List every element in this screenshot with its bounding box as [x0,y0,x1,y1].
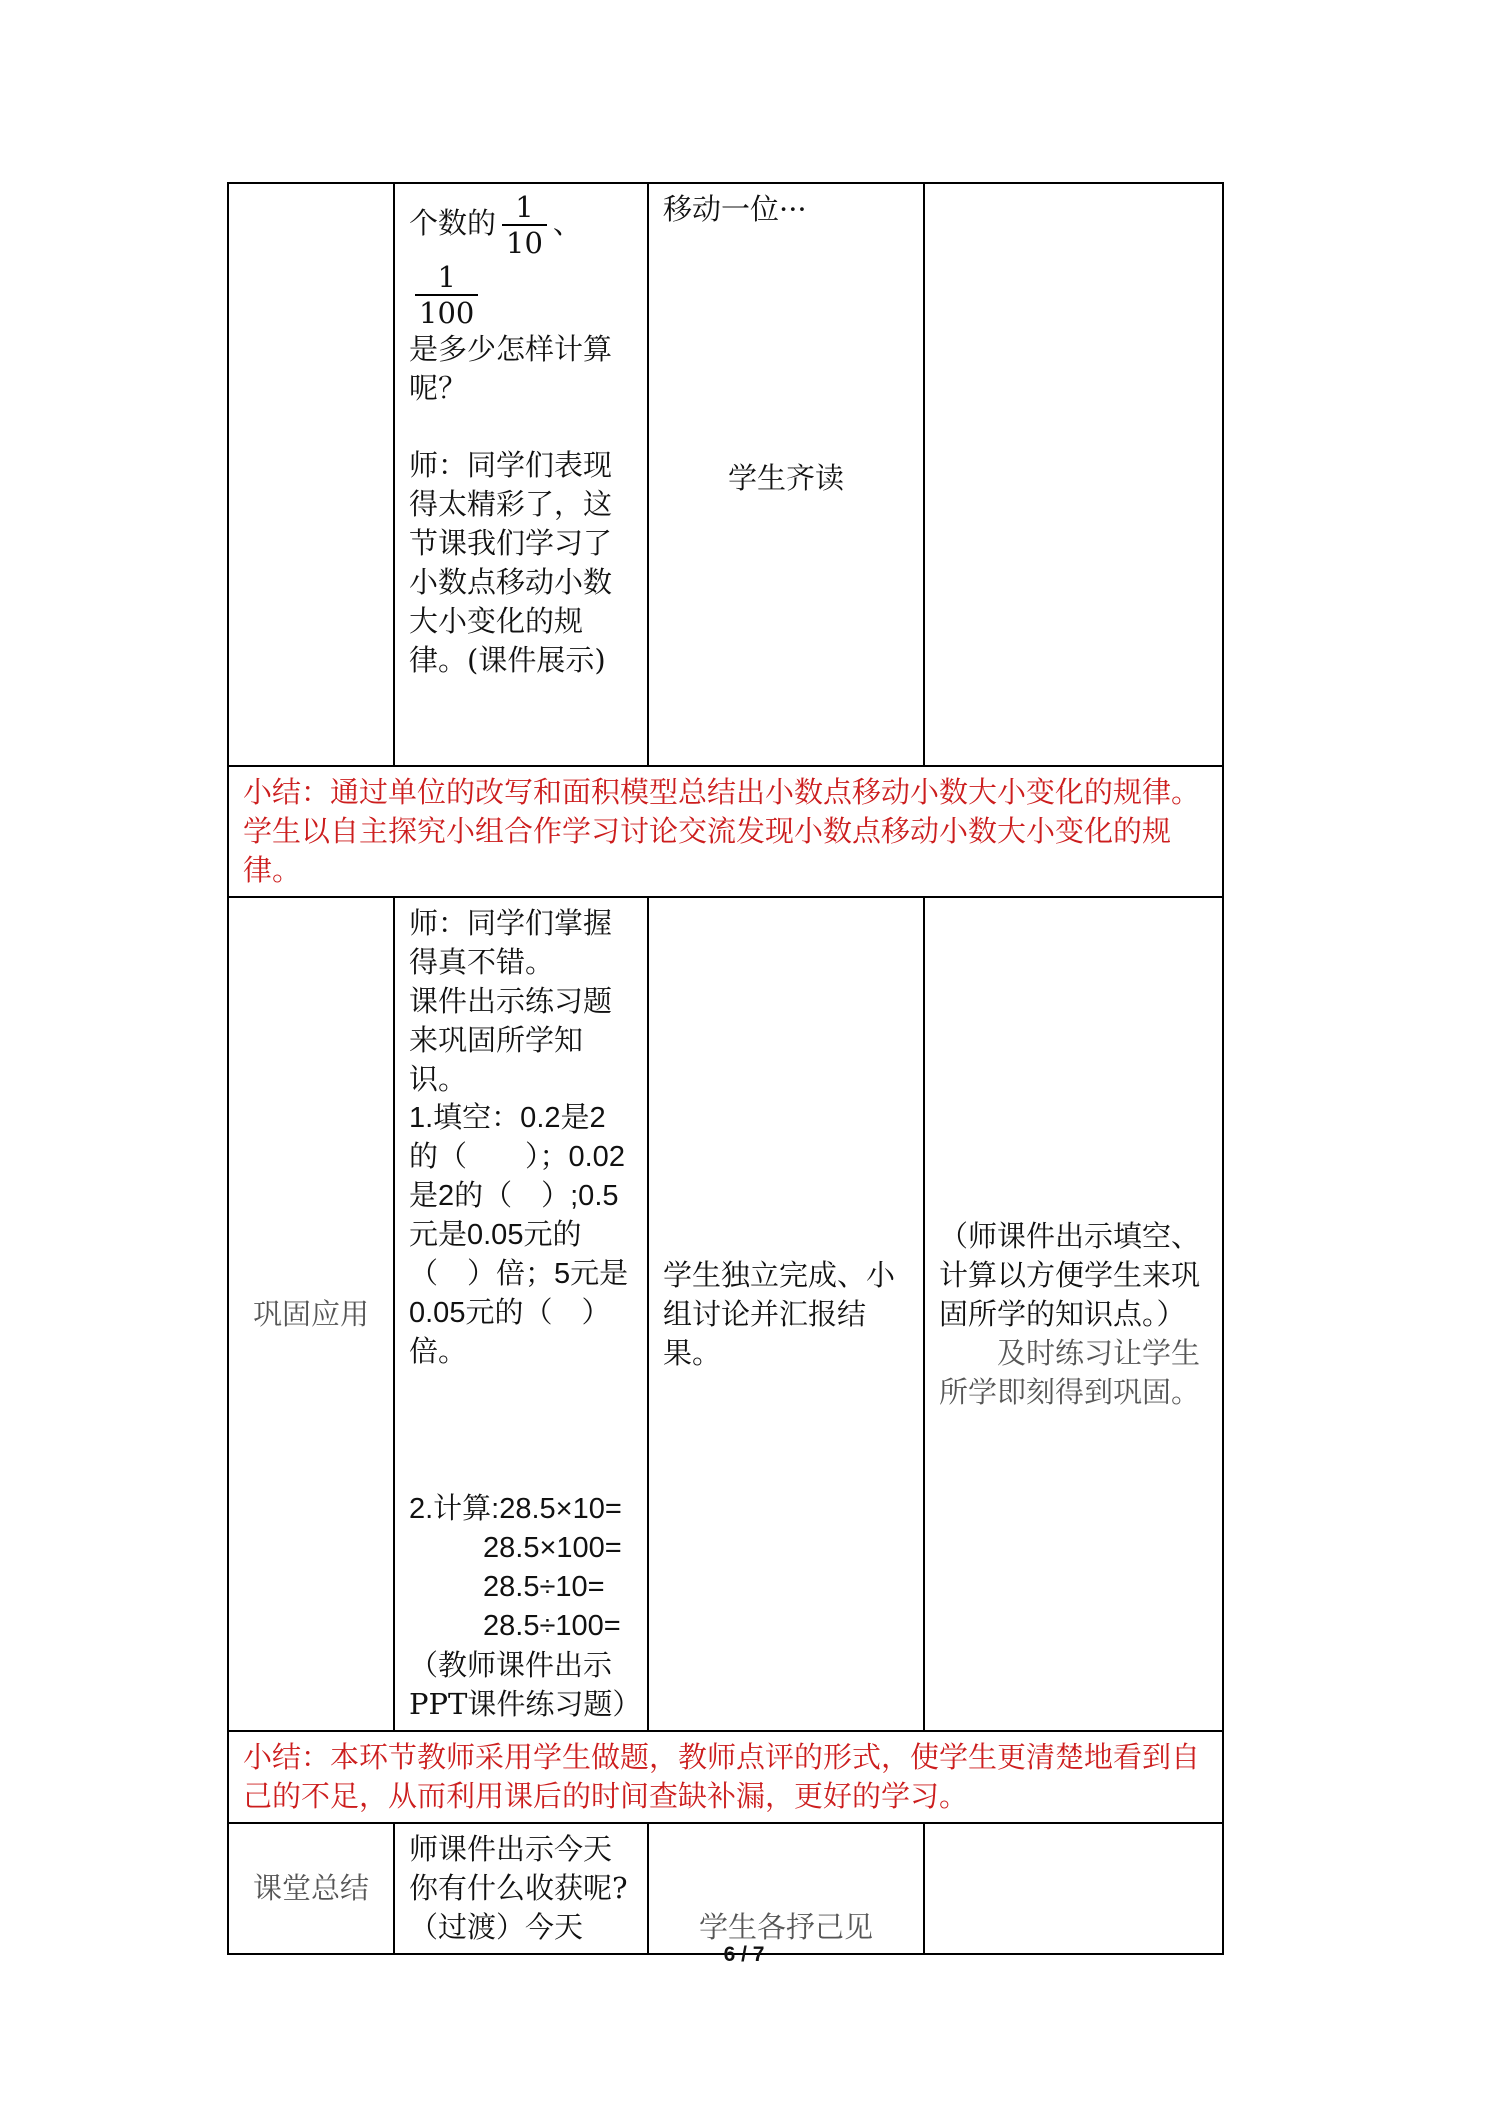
design-text: （师课件出示填空、计算以方便学生来巩固所学的知识点。） [939,1218,1201,1331]
exercise-2-head: 2.计算:28.5×10= [409,1493,622,1525]
table-row [228,183,1223,766]
teacher-activity-cell [394,897,648,1731]
lesson-plan-table [227,182,1224,1955]
student-text: 学生各抒己见 [698,1910,873,1944]
exercise-2-line: 28.5×100= [483,1532,622,1564]
student-text: 移动一位··· [663,192,807,226]
exercise-2-line: 28.5÷100= [483,1610,621,1642]
stage-label: 巩固应用 [228,897,394,1731]
exercise-2-line: 28.5÷10= [483,1571,605,1603]
student-activity-cell [648,897,924,1731]
teacher-text: 师：同学们表现得太精彩了，这节课我们学习了小数点移动小数大小变化的规律。(课件展示) [409,448,613,677]
table-row [228,897,1223,1731]
design-intent-cell [924,1823,1223,1954]
fraction-one-hundredth: $\frac{1}{100}$ [415,260,478,330]
design-intent-cell [924,897,1223,1731]
summary-text: 小结：通过单位的改写和面积模型总结出小数点移动小数大小变化的规律。学生以自主探究小组合作学习讨论交流发现小数点移动小数大小变化的规律。 [228,766,1223,897]
table-row [228,766,1223,897]
fraction-one-tenth: $\frac{1}{10}$ [502,190,547,260]
page-number: 6 / 7 [723,1943,765,1966]
teacher-activity-cell: 个数的 $\frac{1}{10}$ 、 $\frac{1}{100}$ 是多少怎样计算呢？ 师：同学们表现得太精彩了，这节课我们学习了小数点移动小数大小变化的规律。(课件展示) [394,183,648,766]
student-text: 学生齐读 [727,461,844,495]
stage-label: 课堂总结 [228,1823,394,1954]
design-intent-cell [924,183,1223,766]
teacher-text: 师课件出示今天你有什么收获呢?（过渡）今天 [409,1832,628,1944]
teacher-text: 是多少怎样计算呢？ [409,332,613,405]
design-text: 及时练习让学生所学即刻得到巩固。 [939,1335,1201,1409]
teacher-text: 个数的 [409,206,497,240]
teacher-text: 师：同学们掌握得真不错。 [409,906,613,979]
teacher-activity-cell [394,1823,648,1954]
table-row [228,1731,1223,1823]
exercise-note: （教师课件出示PPT课件练习题） [409,1648,642,1721]
student-activity-cell [648,1823,924,1954]
table-row [228,1823,1223,1954]
summary-text: 小结：本环节教师采用学生做题，教师点评的形式，使学生更清楚地看到自己的不足，从而利用课后的时间查缺补漏，更好的学习。 [228,1731,1223,1823]
exercise-1: 1.填空：0.2是2的（ ）；0.02是2的（ ）;0.5元是0.05元的（ ）倍；5元是0.05元的（ ）倍。 [409,1102,629,1368]
student-text: 学生独立完成、小组讨论并汇报结果。 [663,1257,896,1370]
teacher-text: 课件出示练习题来巩固所学知识。 [409,984,613,1096]
stage-cell [228,183,394,766]
student-activity-cell [648,183,924,766]
